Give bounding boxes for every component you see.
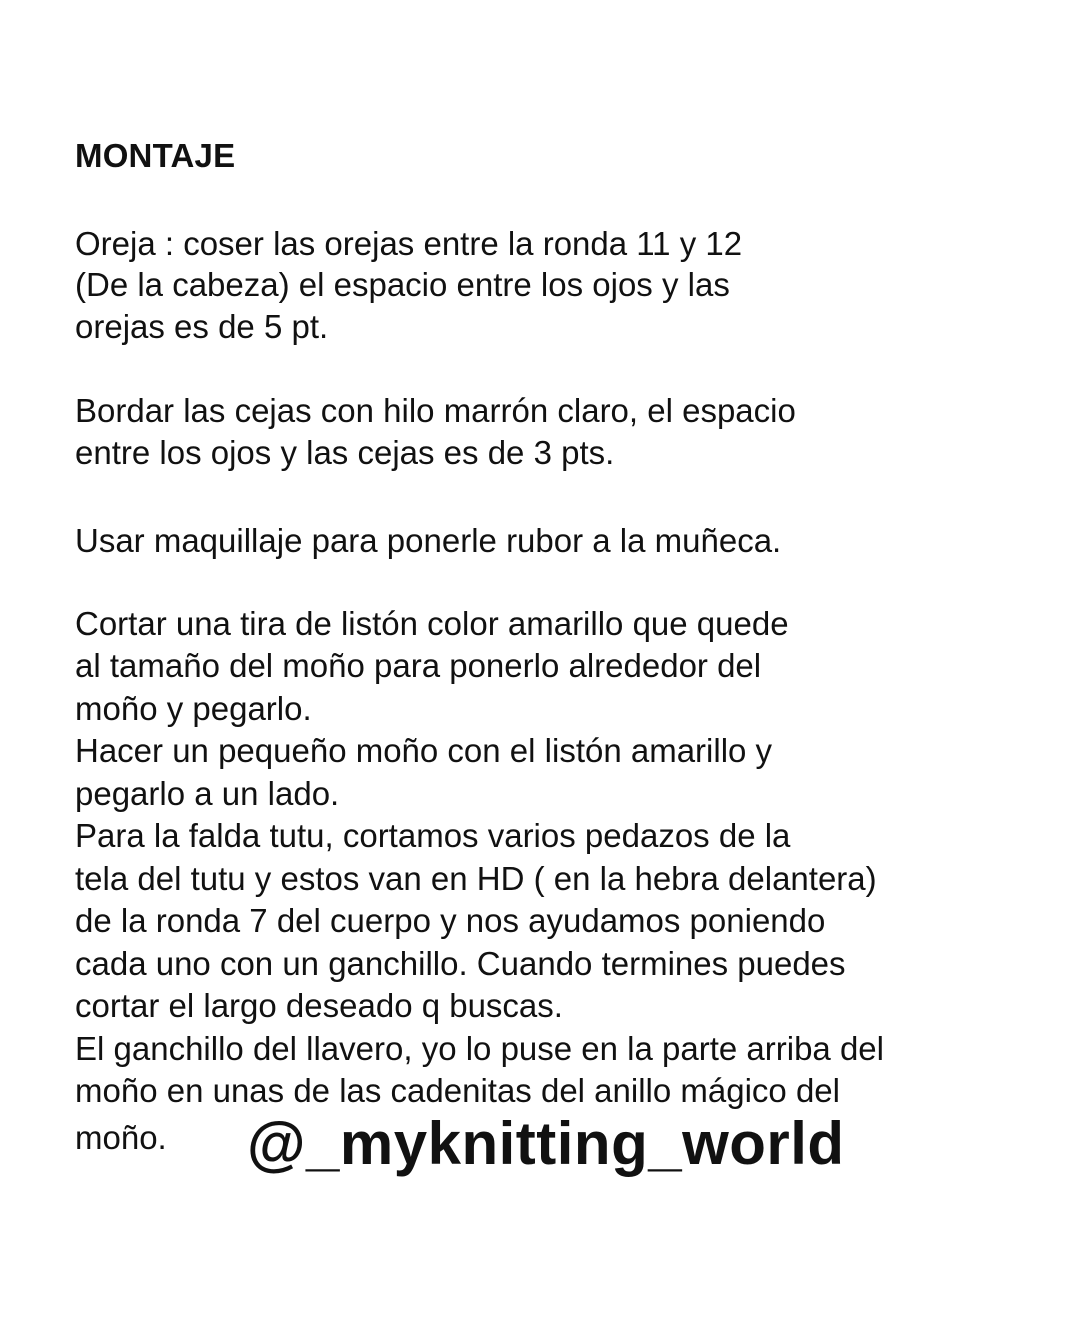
- text-line: Oreja : coser las orejas entre la ronda 11 y 12: [75, 225, 743, 262]
- text-line: tela del tutu y estos van en HD ( en la hebra delantera): [75, 860, 877, 897]
- text-line: orejas es de 5 pt.: [75, 308, 329, 345]
- text-line: cortar el largo deseado q buscas.: [75, 987, 563, 1024]
- text-line: al tamaño del moño para ponerlo alrededor del: [75, 647, 762, 684]
- text-line: (De la cabeza) el espacio entre los ojos y las: [75, 266, 730, 303]
- text-line: Cortar una tira de listón color amarillo que quede: [75, 605, 789, 642]
- text-line: cada uno con un ganchillo. Cuando termines puedes: [75, 945, 846, 982]
- text-line: Para la falda tutu, cortamos varios pedazos de la: [75, 817, 791, 854]
- text-line: moño.: [75, 1119, 167, 1156]
- text-line: moño en unas de las cadenitas del anillo mágico del: [75, 1072, 840, 1109]
- text-line: El ganchillo del llavero, yo lo puse en la parte arriba del: [75, 1030, 884, 1067]
- text-line: de la ronda 7 del cuerpo y nos ayudamos poniendo: [75, 902, 826, 939]
- text-line: moño y pegarlo.: [75, 690, 312, 727]
- text-line: Hacer un pequeño moño con el listón amarillo y: [75, 732, 773, 769]
- section-title: MONTAJE: [75, 137, 236, 174]
- text-line: entre los ojos y las cejas es de 3 pts.: [75, 434, 615, 471]
- author-handle: @_myknitting_world: [247, 1110, 845, 1177]
- text-line: Usar maquillaje para ponerle rubor a la muñeca.: [75, 522, 782, 559]
- text-line: pegarlo a un lado.: [75, 775, 340, 812]
- text-line: Bordar las cejas con hilo marrón claro, el espacio: [75, 392, 796, 429]
